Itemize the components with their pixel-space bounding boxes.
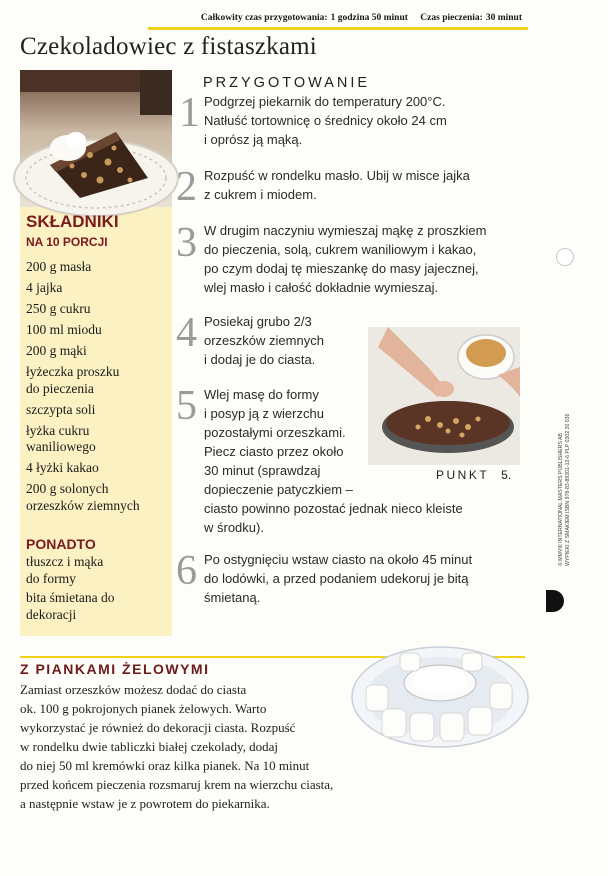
ingredient-item: 200 g solonych orzeszków ziemnych [26,481,140,513]
preparation-title: PRZYGOTOWANIE [203,75,371,91]
step-line: do lodówki, a przed podaniem udekoruj je bitą [204,571,469,586]
binder-tab [546,590,564,612]
step-line: Posiekaj grubo 2/3 [204,314,312,329]
step-line: Rozpuść w rondelku masło. Ubij w misce jajka [204,168,470,183]
ingredient-item: 4 łyżki kakao [26,460,99,475]
step-line: wlej masło i całość dokładnie wymieszaj. [204,280,439,295]
servings-label: NA 10 PORCJI [26,235,108,249]
variant-line: wykorzystać je również do dekoracji ciasta. Rozpuść [20,720,296,735]
header-rule [148,27,528,30]
ingredient-item: 250 g cukru [26,301,91,316]
ingredient-item: 200 g mąki [26,343,87,358]
copyright-note [556,330,570,566]
variant-line: Zamiast orzeszków możesz dodać do ciasta [20,682,247,697]
step-line: Po ostygnięciu wstaw ciasto na około 45 minut [204,552,473,567]
step-line: orzeszków ziemnych [204,333,324,348]
extras-list [26,554,118,626]
ingredient-item: łyżeczka proszku do pieczenia [26,364,120,396]
total-time-value: 1 godzina 50 minut [330,13,408,23]
binder-hole [556,248,574,266]
time-info [195,13,522,23]
ingredient-item: szczypta soli [26,401,96,417]
recipe-title: Czekoladowiec z fistaszkami [20,33,317,60]
variant-line: a następnie wstaw je z powrotem do piekarnika. [20,796,270,811]
cake-slice-photo [20,70,172,207]
step-line: 30 minut (sprawdzaj [204,463,321,478]
step-line: Podgrzej piekarnik do temperatury 200°C. [204,94,446,109]
step-line: pozostałymi orzeszkami. [204,425,346,440]
step-line: dopieczenie patyczkiem – [204,482,353,497]
marshmallow-photo [340,645,530,755]
step-line: do pieczenia, solą, cukrem waniliowym i kakao, [204,242,477,257]
bake-time-label: Czas pieczenia: [420,13,483,23]
step-number: 2 [176,164,197,210]
ingredient-item: 200 g masła [26,259,92,274]
step-text [204,312,324,369]
total-time-label: Całkowity czas przygotowania: [200,13,328,23]
copyright-line-2: WYPIEKI Z SMAKIEM ISBN 978-83-89201-12-6 PLP 0302 20 036 [565,413,571,566]
step-number: 4 [176,310,197,356]
step-line: i oprósz ją mąką. [204,132,303,147]
variant-line: w rondelku dwie tabliczki białej czekolady, dodaj [20,739,278,754]
caption-number: 5. [501,468,512,482]
step-text [204,92,447,149]
variant-line: przed końcem pieczenia rozsmaruj krem na wierzchu ciasta, [20,777,334,792]
extras-item: bita śmietana do dekoracji [26,590,115,622]
ingredient-item: 4 jajka [26,280,63,295]
step-number: 5 [176,383,197,429]
step-line: Natłuść tortownicę o średnicy około 24 cm [204,113,447,128]
bake-time-value: 30 minut [485,13,522,23]
ingredient-item: 100 ml miodu [26,322,102,337]
step-line: W drugim naczyniu wymieszaj mąkę z proszkiem [204,223,487,238]
caption-label: PUNKT [436,468,490,482]
step-line: Wlej masę do formy [204,387,319,402]
step-line: i posyp ją z wierzchu [204,406,324,421]
step5-photo [368,327,520,465]
photo-caption [436,468,511,482]
step-text [204,221,486,297]
step-number: 1 [179,90,200,136]
step-line: po czym dodaj tę mieszankę do masy jajecznej, [204,261,479,276]
variant-text [20,680,360,813]
step-text [204,550,472,607]
step-line: z cukrem i miodem. [204,187,317,202]
ingredients-list [26,259,170,519]
extras-item: tłuszcz i mąka do formy [26,554,104,586]
step-number: 3 [176,220,197,266]
ingredients-title: SKŁADNIKI [26,212,119,231]
step-line: śmietaną. [204,590,261,605]
step-line: ciasto powinno pozostać jednak nieco kleiste [204,501,463,516]
step-text [204,166,470,204]
ingredient-item: łyżka cukru waniliowego [26,422,96,454]
variant-title: Z PIANKAMI ŻELOWYMI [20,661,210,677]
variant-line: ok. 100 g pokrojonych pianek żelowych. Warto [20,701,267,716]
variant-line: do niej 50 ml kremówki oraz kilka pianek. Na 10 minut [20,758,310,773]
step-line: Piecz ciasto przez około [204,444,344,459]
step-line: i dodaj je do ciasta. [204,352,316,367]
extras-title: PONADTO [26,536,96,552]
step-line: w środku). [204,520,264,535]
step-number: 6 [176,548,197,594]
copyright-line-1: © MMVIII INTERNATIONAL MASTERS PUBLISHERS AB [558,433,564,566]
